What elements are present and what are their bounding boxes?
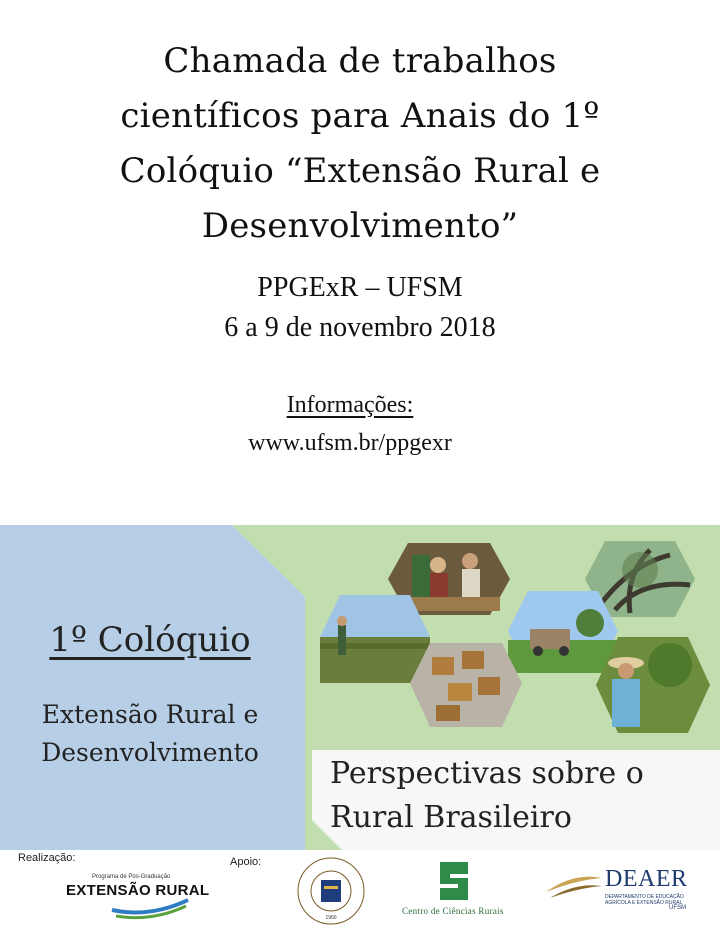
deaer-ufsm-text: UFSM: [669, 905, 686, 911]
banner-title-text: 1º Colóquio: [49, 620, 251, 660]
info-url[interactable]: www.ufsm.br/ppgexr: [248, 430, 452, 456]
farmer-with-hat-photo: [596, 637, 710, 733]
title-line-1: Chamada de trabalhos: [163, 41, 557, 81]
deaer-logo-icon: [544, 870, 604, 900]
program-name: PPGExR – UFSM: [257, 272, 463, 303]
ppgexr-logo-text: EXTENSÃO RURAL: [66, 882, 210, 899]
ppgexr-logo-small-text: Programa de Pós-Graduação: [92, 874, 171, 880]
ccr-logo-text: Centro de Ciências Rurais: [402, 906, 504, 916]
crop-field-photo: [320, 595, 430, 683]
deaer-logo-subtext: DEPARTAMENTO DE EDUCAÇÃO AGRÍCOLA E EXTENSÃO RURAL: [605, 894, 684, 906]
seed-bags-photo: [410, 643, 522, 727]
realizacao-label: Realização:: [18, 852, 76, 864]
ufsm-seal-icon: [296, 856, 366, 926]
banner-title: [30, 620, 270, 660]
tagline-line-2: Rural Brasileiro: [330, 800, 572, 835]
apoio-label: Apoio:: [230, 856, 262, 868]
banner-subtitle-line-1: Extensão Rural e: [41, 700, 259, 729]
tagline-line-1: Perspectivas sobre o: [330, 756, 644, 791]
page-title: [60, 34, 660, 254]
ppgexr-swoosh-icon: [110, 896, 190, 920]
deaer-logo-text: DEAER: [605, 866, 688, 892]
banner-subtitle-line-2: Desenvolvimento: [41, 738, 259, 767]
info-label: Informações:: [286, 392, 414, 418]
title-line-2: científicos para Anais do 1º: [120, 96, 600, 136]
event-dates: 6 a 9 de novembro 2018: [224, 312, 496, 343]
title-line-4: Desenvolvimento”: [201, 206, 519, 246]
title-line-3: Colóquio “Extensão Rural e: [119, 151, 601, 191]
farm-wagon-photo: [508, 591, 618, 673]
ccr-logo-icon: [436, 858, 472, 904]
ufsm-year: 1960: [325, 915, 337, 921]
blue-panel: [0, 525, 305, 850]
